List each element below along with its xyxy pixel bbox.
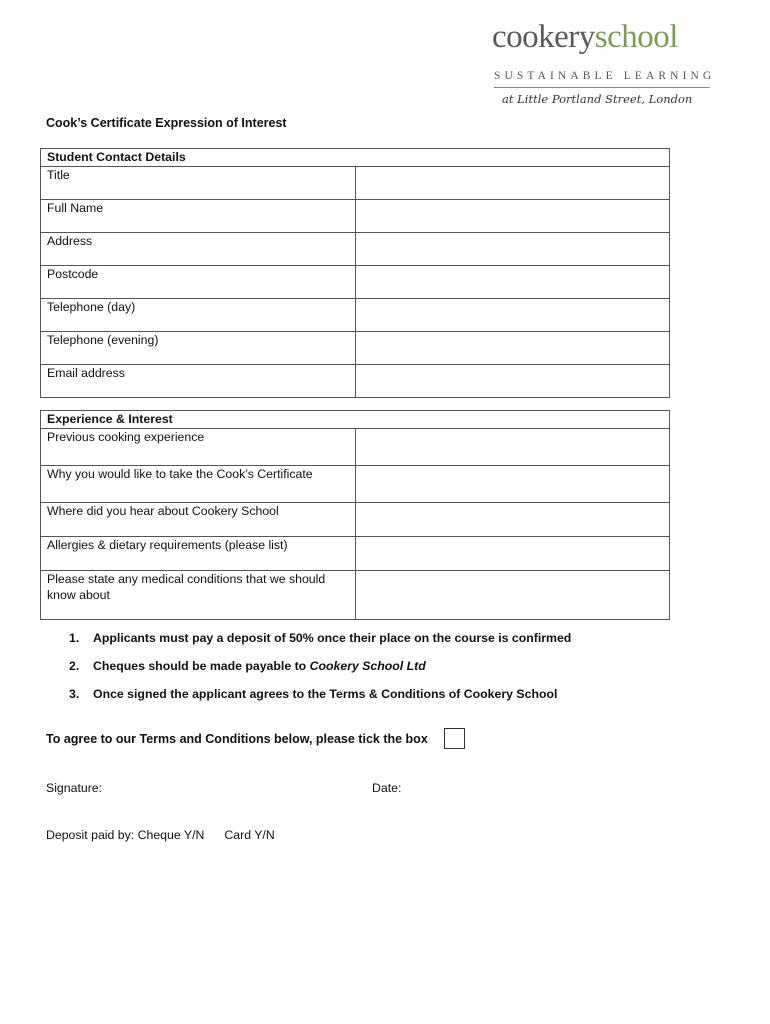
contact-row xyxy=(41,166,670,199)
logo-word-cookery: cookery xyxy=(492,19,595,55)
contact-row xyxy=(41,199,670,232)
contact-section-header: Student Contact Details xyxy=(41,149,670,167)
terms-item-number: 2. xyxy=(69,659,80,673)
experience-field-input[interactable] xyxy=(355,536,670,570)
form-title: Cook’s Certificate Expression of Interest xyxy=(46,116,287,130)
deposit-paid-line xyxy=(46,828,275,842)
logo-script-text: at Little Portland Street, London xyxy=(502,92,693,106)
experience-section-header: Experience & Interest xyxy=(41,411,670,429)
signature-label: Signature: xyxy=(46,781,103,795)
experience-field-label: Why you would like to take the Cook’s Certificate xyxy=(41,465,356,502)
contact-row xyxy=(41,298,670,331)
experience-field-label: Allergies & dietary requirements (please list) xyxy=(41,536,356,570)
contact-field-input[interactable] xyxy=(355,298,670,331)
logo-wordmark xyxy=(492,18,678,56)
terms-item xyxy=(46,686,666,714)
experience-row xyxy=(41,465,670,502)
experience-field-label: Please state any medical conditions that we should know about xyxy=(41,570,356,619)
agree-terms-checkbox[interactable] xyxy=(444,728,465,749)
date-label: Date: xyxy=(372,781,402,795)
terms-item-text: Cheques should be made payable to xyxy=(93,659,310,673)
contact-field-input[interactable] xyxy=(355,364,670,397)
logo-divider xyxy=(494,87,710,88)
experience-field-input[interactable] xyxy=(355,465,670,502)
contact-field-label: Postcode xyxy=(41,265,356,298)
contact-field-label: Telephone (day) xyxy=(41,298,356,331)
contact-field-input[interactable] xyxy=(355,265,670,298)
experience-row xyxy=(41,502,670,536)
contact-field-label: Title xyxy=(41,166,356,199)
contact-field-label: Telephone (evening) xyxy=(41,331,356,364)
contact-field-input[interactable] xyxy=(355,199,670,232)
experience-field-input[interactable] xyxy=(355,428,670,465)
experience-field-input[interactable] xyxy=(355,502,670,536)
cookery-school-logo xyxy=(492,18,716,106)
terms-item xyxy=(46,658,666,686)
terms-list xyxy=(46,630,666,714)
terms-item-text: Once signed the applicant agrees to the Terms & Conditions of Cookery School xyxy=(93,687,558,701)
logo-word-school: school xyxy=(594,19,678,55)
terms-item-number: 1. xyxy=(69,631,80,645)
contact-field-input[interactable] xyxy=(355,232,670,265)
experience-field-label: Where did you hear about Cookery School xyxy=(41,502,356,536)
contact-row xyxy=(41,265,670,298)
deposit-card-option: Card Y/N xyxy=(224,828,275,842)
experience-row xyxy=(41,570,670,619)
logo-tagline: SUSTAINABLE LEARNING xyxy=(494,70,716,82)
experience-field-label: Previous cooking experience xyxy=(41,428,356,465)
terms-item-text: Applicants must pay a deposit of 50% once their place on the course is confirmed xyxy=(93,631,572,645)
terms-item-number: 3. xyxy=(69,687,80,701)
contact-field-label: Address xyxy=(41,232,356,265)
contact-field-input[interactable] xyxy=(355,166,670,199)
student-contact-table xyxy=(40,148,670,398)
agree-terms-text: To agree to our Terms and Conditions below, please tick the box xyxy=(46,732,428,746)
experience-field-input[interactable] xyxy=(355,570,670,619)
contact-field-input[interactable] xyxy=(355,331,670,364)
contact-row xyxy=(41,364,670,397)
contact-row xyxy=(41,331,670,364)
experience-row xyxy=(41,428,670,465)
experience-row xyxy=(41,536,670,570)
terms-item xyxy=(46,630,666,658)
contact-field-label: Full Name xyxy=(41,199,356,232)
contact-field-label: Email address xyxy=(41,364,356,397)
deposit-cheque-option: Deposit paid by: Cheque Y/N xyxy=(46,828,205,842)
experience-interest-table xyxy=(40,410,670,620)
contact-row xyxy=(41,232,670,265)
terms-item-emphasis: Cookery School Ltd xyxy=(309,659,426,673)
